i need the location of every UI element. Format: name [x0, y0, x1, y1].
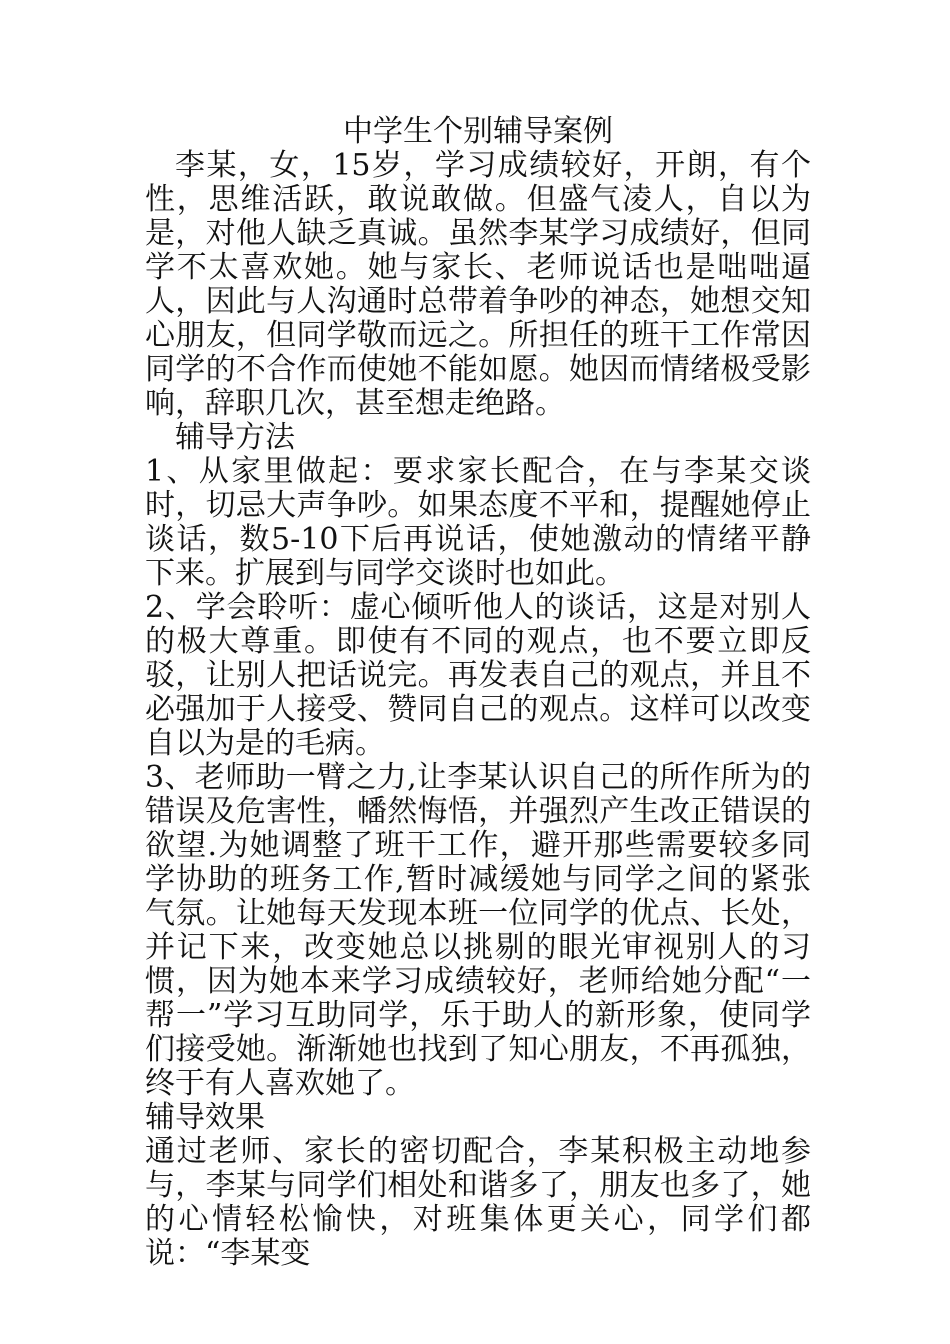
document-page — [145, 115, 811, 1271]
effect-heading: 辅导效果 — [145, 1100, 265, 1135]
methods-heading: 辅导方法 — [175, 420, 295, 455]
method-item-2: 2、学会聆听：虚心倾听他人的谈话，这是对别人的极大尊重。即使有不同的观点，也不要立即反驳，让别人把话说完。再发表自己的观点，并且不必强加于人接受、赞同自己的观点。这样可以改变自以为是的毛病。 — [145, 590, 811, 761]
method-item-1: 1、从家里做起：要求家长配合，在与李某交谈时，切忌大声争吵。如果态度不平和，提醒她停止谈话，数5-10下后再说话，使她激动的情绪平静下来。扩展到与同学交谈时也如此。 — [145, 454, 811, 591]
document-title: 中学生个别辅导案例 — [343, 114, 613, 149]
effect-paragraph: 通过老师、家长的密切配合，李某积极主动地参与，李某与同学们相处和谐多了，朋友也多了，她的心情轻松愉快，对班集体更关心，同学们都说：“李某变 — [145, 1134, 811, 1271]
intro-paragraph: 李某，女，15岁，学习成绩较好，开朗，有个性，思维活跃，敢说敢做。但盛气凌人，自以为是，对他人缺乏真诚。虽然李某学习成绩好，但同学不太喜欢她。她与家长、老师说话也是咄咄逼人，因此与人沟通时总带着争吵的神态，她想交知心朋友，但同学敬而远之。所担任的班干工作常因同学的不合作而使她不能如愿。她因而情绪极受影响，辞职几次，甚至想走绝路。 — [145, 148, 811, 421]
method-item-3: 3、老师助一臂之力,让李某认识自己的所作所为的错误及危害性，幡然悔悟，并强烈产生改正错误的欲望.为她调整了班干工作，避开那些需要较多同学协助的班务工作,暂时减缓她与同学之间的紧张气氛。让她每天发现本班一位同学的优点、长处，并记下来，改变她总以挑剔的眼光审视别人的习惯，因为她本来学习成绩较好，老师给她分配“一帮一”学习互助同学，乐于助人的新形象，使同学们接受她。渐渐她也找到了知心朋友，不再孤独，终于有人喜欢她了。 — [145, 760, 811, 1101]
